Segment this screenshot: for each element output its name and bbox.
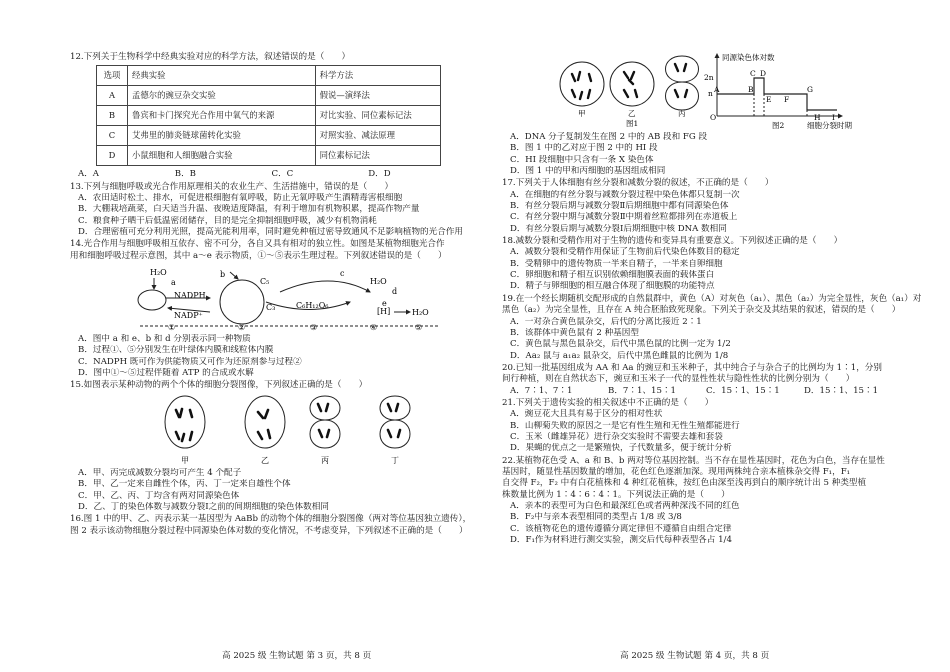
option-c: C．甲、乙、丙、丁均含有两对同源染色体 xyxy=(78,490,240,501)
fig2-tick-2n: 2n xyxy=(704,73,714,82)
table-row xyxy=(97,86,441,106)
question-19 xyxy=(502,293,922,362)
cell-jia xyxy=(165,396,205,448)
fig2-tick-n: n xyxy=(708,89,713,98)
label-a: a xyxy=(171,278,176,288)
nadp-label: NADP⁺ xyxy=(174,311,203,321)
question-17 xyxy=(502,178,902,235)
fig1-caption: 图1 xyxy=(626,119,639,128)
option-c: C．有丝分裂中期与减数分裂Ⅱ中期着丝粒都排列在赤道板上 xyxy=(510,212,738,223)
q12-cell: 小鼠细胞和人细胞融合实验 xyxy=(128,146,316,166)
calvin-cycle xyxy=(220,280,264,324)
option-b: B．该群体中黄色鼠有 2 种基因型 xyxy=(510,327,639,338)
question-12 xyxy=(70,52,465,181)
option-c: C．玉米（雌雄异花）进行杂交实验时不需要去雄和套袋 xyxy=(510,431,723,442)
q12-cell: 对照实验、减法原理 xyxy=(315,126,440,146)
label-ding: 丁 xyxy=(391,455,399,465)
q16-figures xyxy=(502,50,902,132)
fig2-caption: 图2 xyxy=(772,121,785,130)
process-5: ⑤ xyxy=(415,323,423,333)
q12-cell: 艾弗里的肺炎链球菌转化实验 xyxy=(128,126,316,146)
option-d: D．图中①～⑤过程伴随着 ATP 的合成或水解 xyxy=(78,368,254,379)
option-c: C．15∶1、15∶1 xyxy=(706,385,780,396)
q12-table xyxy=(96,65,441,166)
option-d: D．15∶1、15∶1 xyxy=(804,385,879,396)
fig2-xlabel: 细胞分裂时期 xyxy=(807,121,852,130)
q12-options xyxy=(70,169,465,180)
q12-header-method: 科学方法 xyxy=(315,66,440,86)
q19-stem-line2: 黑色（a₂）为完全显性，且存在 A 纯合胚胎致死现象。下列关于杂交及其结果的叙述，错误的是（ ） xyxy=(502,305,901,316)
q15-stem: 15.如图表示某种动物的两个个体的细胞分裂图像，下列叙述正确的是（ ） xyxy=(70,380,368,391)
fig1-label-jia: 甲 xyxy=(578,109,586,118)
fig2-point-c: C xyxy=(750,69,756,78)
q12-cell: 假说—演绎法 xyxy=(315,86,440,106)
question-15 xyxy=(70,380,465,513)
fig2-point-f: F xyxy=(784,95,790,104)
question-13 xyxy=(70,182,465,239)
q22-stem-line1: 22.某植物花色受 A、a 和 B、b 两对等位基因控制。当不存在显性基因时，花色为白色，当存在显性 xyxy=(502,455,885,466)
table-row xyxy=(97,106,441,126)
option-b: B．受精卵中的遗传物质一半来自精子，一半来自卵细胞 xyxy=(510,258,723,269)
question-20 xyxy=(502,363,902,397)
fig1-label-bing: 丙 xyxy=(678,109,686,118)
label-yi: 乙 xyxy=(261,455,269,465)
q13-stem: 13.下列与细胞呼吸或光合作用原理相关的农业生产、生活措施中，错误的是（ ） xyxy=(70,181,394,192)
option-d: D．合理密植可充分利用光照，提高光能利用率，同时避免种植过密导致通风不足影响植物的光合作用 xyxy=(78,227,464,238)
c3-label: C₃ xyxy=(266,303,276,313)
q19-stem-line1: 19.在一个经长期随机交配形成的自然鼠群中，黄色（A）对灰色（a₁）、黑色（a₂）为完全显性，灰色（a₁）对 xyxy=(502,293,922,304)
option-a: A．在细胞的有丝分裂与减数分裂过程中染色体都只复制一次 xyxy=(510,189,740,200)
option-c: C．HI 段细胞中只含有一条 X 染色体 xyxy=(510,154,654,165)
table-row xyxy=(97,146,441,166)
option-b: B．图 1 中的乙对应于图 2 中的 HI 段 xyxy=(510,143,658,154)
option-a: A．豌豆花大且具有易于区分的相对性状 xyxy=(510,409,663,420)
option-b: B．7∶1、15∶1 xyxy=(608,385,677,396)
option-d: D．F₁作为材料进行测交实验，测交后代每种表型各占 1/4 xyxy=(510,535,732,546)
q21-stem: 21.下列关于遗传实验的相关叙述中不正确的是（ ） xyxy=(502,397,714,408)
glucose-label: C₆H₁₂O₆ xyxy=(296,301,329,311)
q16-stem-line1: 16.图 1 中的甲、乙、丙表示某一基因型为 AaBb 的动物个体的细胞分裂图像（两对等位基因独立遗传）， xyxy=(70,514,472,525)
label-bing: 丙 xyxy=(321,455,329,465)
h2o-label: H₂O xyxy=(150,268,167,278)
option-d: D．精子与卵细胞的相互融合体现了细胞膜的功能特点 xyxy=(510,281,715,292)
thylakoid-shape xyxy=(138,290,166,310)
q20-stem-line1: 20.已知一批基因组成为 AA 和 Aa 的豌豆和玉米种子，其中纯合子与杂合子的比例均为 1∶1，分别 xyxy=(502,362,882,373)
label-c: c xyxy=(340,269,345,279)
q17-stem: 17.下列关于人体细胞有丝分裂和减数分裂的叙述，不正确的是（ ） xyxy=(502,178,774,189)
table-row xyxy=(97,126,441,146)
q12-header-option: 选项 xyxy=(97,66,128,86)
fig2-point-b: B xyxy=(748,85,754,94)
question-16-options xyxy=(502,132,902,177)
fig2-point-g: G xyxy=(807,85,813,94)
fig2-point-a: A xyxy=(714,85,720,94)
fig2-chart xyxy=(704,52,852,130)
q18-stem: 18.减数分裂和受精作用对于生物的遗传和变异具有重要意义。下列叙述正确的是（ ） xyxy=(502,236,843,247)
q14-metabolism-diagram xyxy=(70,262,465,334)
q20-options xyxy=(502,386,902,397)
q20-stem-line2: 间行种植，则在自然状态下，豌豆和玉米子一代的显性性状与隐性性状的比例分别为（ ） xyxy=(502,374,855,385)
q12-table-header xyxy=(97,66,441,86)
fig2-point-e: E xyxy=(766,95,772,104)
q14-stem-line2: 用和细胞呼吸过程示意图，其中 a～e 表示物质，①～⑤表示生理过程。下列叙述错误的是（ ） xyxy=(70,250,447,261)
option-d: D．Aa₂ 鼠与 a₁a₂ 鼠杂交，后代中黑色雌鼠的比例为 1/8 xyxy=(510,350,729,361)
fig1-cell-bing xyxy=(666,56,699,110)
q22-stem-line2: 基因时，随显性基因数量的增加，花色红色逐渐加深。现用两株纯合亲本植株杂交得 F₁，F₁ xyxy=(502,466,851,477)
option-c: C．NADPH 既可作为供能物质又可作为还原剂参与过程② xyxy=(78,356,302,367)
q12-cell: B xyxy=(97,106,128,126)
process-4: ④ xyxy=(370,323,378,333)
option-b: B．B xyxy=(174,169,196,180)
q12-cell: 同位素标记法 xyxy=(315,146,440,166)
option-b: B．甲、乙一定来自雌性个体，丙、丁一定来自雄性个体 xyxy=(78,479,291,490)
question-14 xyxy=(70,239,465,379)
option-d: D．果蝇的优点之一是繁殖快，子代数量多，便于统计分析 xyxy=(510,443,732,454)
option-a: A．减数分裂和受精作用保证了生物前后代染色体数目的稳定 xyxy=(510,247,740,258)
cell-yi xyxy=(245,396,285,448)
nadph-label: NADPH xyxy=(174,291,206,301)
q22-stem-line3: 自交得 F₂，F₂ 中有白花植株和 4 种红花植株，按红色由深至浅再到白的顺序统计出 5 种类型植 xyxy=(502,478,867,489)
process-1: ① xyxy=(168,323,176,333)
page-footer-left: 高 2025 级 生物试题 第 3 页，共 8 页 xyxy=(222,651,372,661)
option-c: C．黄色鼠与黑色鼠杂交，后代中黑色鼠的比例一定为 1/2 xyxy=(510,339,731,350)
q14-stem-line1: 14.光合作用与细胞呼吸相互依存、密不可分，各自又具有相对的独立性。如图是某植物细胞光合作 xyxy=(70,239,445,250)
option-d: D．乙、丁的染色体数与减数分裂Ⅰ之前的间期细胞的染色体数相同 xyxy=(78,501,329,512)
option-a: A．DNA 分子复制发生在图 2 中的 AB 段和 FG 段 xyxy=(510,132,708,142)
option-a: A．7∶1、7∶1 xyxy=(510,385,573,396)
cell-bing xyxy=(310,396,340,448)
option-a: A．一对杂合黄色鼠杂交，后代的分离比接近 2∶1 xyxy=(510,316,702,327)
option-c: C．该植物花色的遗传遵循分离定律但不遵循自由组合定律 xyxy=(510,523,732,534)
option-b: B．F₂中与亲本表型相同的类型占 1/8 或 3/8 xyxy=(510,512,682,523)
option-a: A．图中 a 和 e、b 和 d 分别表示同一种物质 xyxy=(78,334,251,345)
q12-cell: D xyxy=(97,146,128,166)
h2o-label-2: H₂O xyxy=(370,277,387,287)
q16-stem-line2: 图 2 表示该动物细胞分裂过程中同源染色体对数的变化情况，不考虑变异，下列叙述不正确的是（ ） xyxy=(70,525,468,536)
q12-header-experiment: 经典实验 xyxy=(128,66,316,86)
label-jia: 甲 xyxy=(181,455,189,465)
fig1-cell-yi xyxy=(610,62,654,106)
option-a: A．甲、丙完成减数分裂均可产生 4 个配子 xyxy=(78,467,242,478)
option-c: C．卵细胞和精子相互识别依赖细胞膜表面的载体蛋白 xyxy=(510,270,715,281)
question-18 xyxy=(502,236,902,293)
q15-cell-division-figure xyxy=(70,392,465,468)
label-e: e xyxy=(382,299,387,309)
question-21 xyxy=(502,398,902,455)
question-16 xyxy=(70,514,472,537)
q12-stem: 12.下列关于生物科学中经典实验对应的科学方法，叙述错误的是（ ） xyxy=(70,52,351,62)
option-b: B．大棚栽培蔬菜，白天适当升温、夜晚适度降温，有利于增加有机物积累，提高作物产量 xyxy=(78,204,420,215)
page-footer-right: 高 2025 级 生物试题 第 4 页，共 8 页 xyxy=(620,651,770,661)
cell-ding xyxy=(380,396,410,448)
q12-cell: A xyxy=(97,86,128,106)
option-d: D．有丝分裂后期与减数分裂Ⅰ后期细胞中核 DNA 数相同 xyxy=(510,223,727,234)
option-a: A．农田适时松土、排水，可促进根细胞有氧呼吸，防止无氧呼吸产生酒精毒害根细胞 xyxy=(78,193,403,204)
fig2-origin: O xyxy=(710,113,717,122)
q12-cell: 对比实验、同位素标记法 xyxy=(315,106,440,126)
q22-stem-line4: 株数量比例为 1∶4∶6∶4∶1。下列说法正确的是（ ） xyxy=(502,489,730,500)
process-3: ③ xyxy=(310,323,318,333)
option-b: B．过程①、⑤分别发生在叶绿体内膜和线粒体内膜 xyxy=(78,345,274,356)
option-d: D．图 1 中的甲和丙细胞的基因组成相同 xyxy=(510,166,666,177)
label-d: d xyxy=(392,287,398,297)
q12-cell: 孟德尔的豌豆杂交实验 xyxy=(128,86,316,106)
option-d: D．D xyxy=(368,169,391,180)
h-label: [H] xyxy=(377,307,391,317)
fig1-label-yi: 乙 xyxy=(628,109,636,118)
fig2-point-h: H xyxy=(814,113,821,122)
label-b: b xyxy=(220,270,226,280)
option-b: B．山柳菊失败的原因之一是它有性生殖和无性生殖都能进行 xyxy=(510,420,740,431)
option-a: A．A xyxy=(78,169,100,180)
question-22 xyxy=(502,456,902,547)
option-b: B．有丝分裂后期与减数分裂Ⅱ后期细胞中都有同源染色体 xyxy=(510,201,729,212)
fig2-point-i: I xyxy=(832,113,835,122)
option-c: C．C xyxy=(271,169,294,180)
option-c: C．粮食种子晒干后低温密闭储存，目的是完全抑制细胞呼吸，减少有机物消耗 xyxy=(78,215,377,226)
right-column xyxy=(502,50,922,547)
fig1-cell-jia xyxy=(560,62,604,106)
q12-cell: C xyxy=(97,126,128,146)
q12-cell: 鲁宾和卡门探究光合作用中氧气的来源 xyxy=(128,106,316,126)
c5-label: C₅ xyxy=(260,277,270,287)
option-a: A．亲本的表型可为白色和最深红色或者两种深浅不同的红色 xyxy=(510,501,740,511)
process-2: ② xyxy=(238,323,246,333)
fig2-point-d: D xyxy=(760,69,767,78)
left-column xyxy=(70,52,472,538)
h2o-label-3: H₂O xyxy=(412,308,429,318)
fig2-ylabel: 同源染色体对数 xyxy=(722,53,775,62)
